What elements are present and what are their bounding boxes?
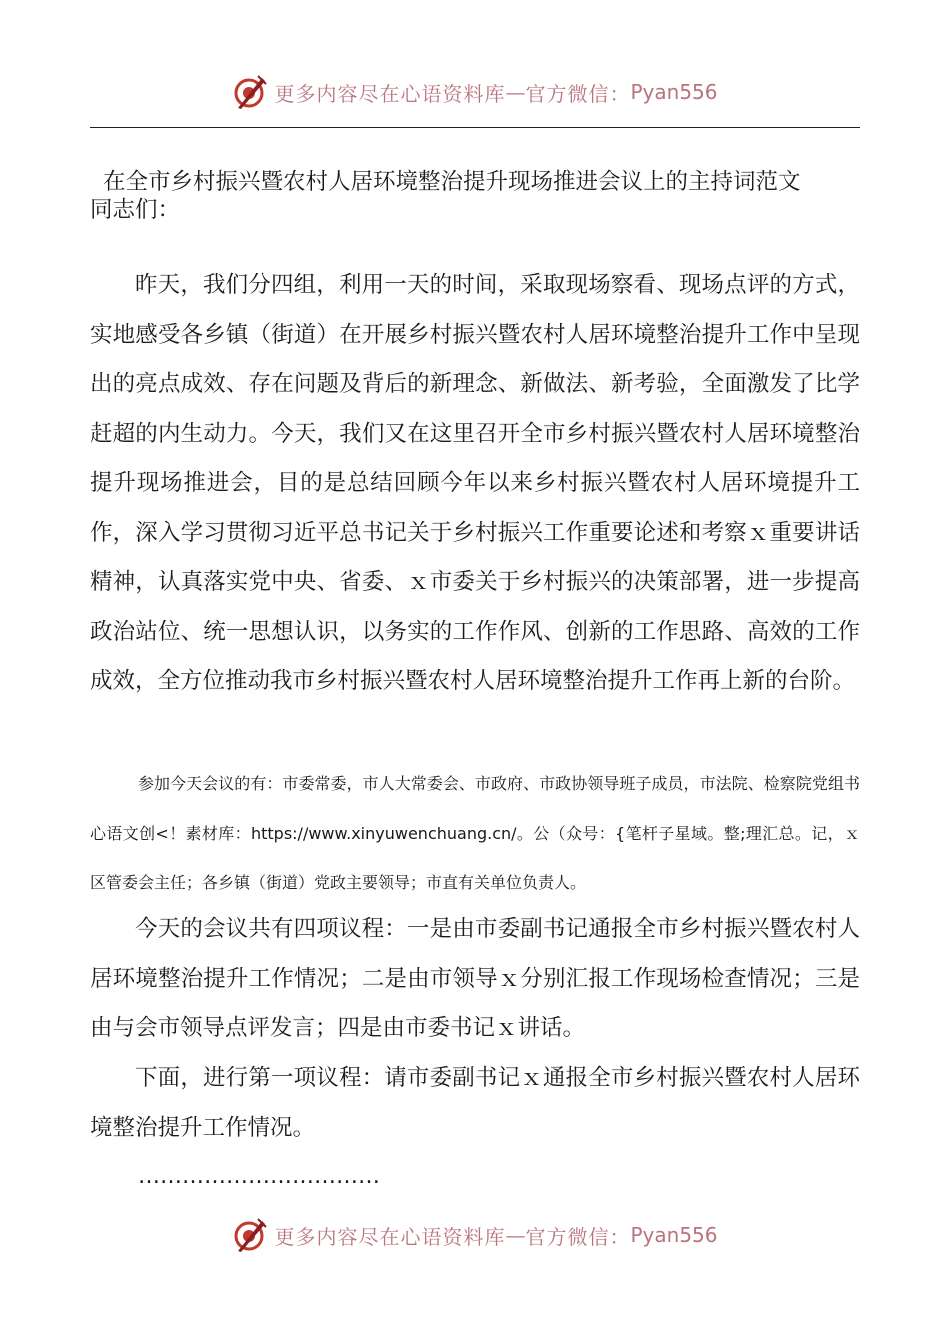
banner-wechat-label: 官方微信： xyxy=(525,81,631,106)
banner-separator: — xyxy=(505,1223,526,1247)
document-title: 在全市乡村振兴暨农村人居环境整治提升现场推进会议上的主持词范文 xyxy=(103,169,801,195)
banner-wechat-id: Pyan556 xyxy=(630,80,718,104)
paragraph-attendees: 参加今天会议的有：市委常委，市人大常委会、市政府、市政协领导班子成员，市法院、检察院党组书心语文创<！素材库：https://www.xinyuwenchuang.cn/。公（众号：{笔杆子星域。整;理汇总。记，ｘ区管委会主任；各乡镇（街道）党政主要领导；市直有关单位负责人。 xyxy=(90,774,860,892)
banner-wechat-label: 官方微信： xyxy=(525,1224,631,1249)
quill-logo-icon xyxy=(232,74,268,110)
banner-text: 更多内容尽在心语资料库 xyxy=(274,81,506,106)
footer-watermark-banner xyxy=(0,1215,950,1255)
header-watermark-banner xyxy=(0,72,950,112)
ellipsis-line: …………………………… xyxy=(138,1164,380,1189)
banner-text: 更多内容尽在心语资料库 xyxy=(274,1224,506,1249)
paragraph-first-item: 下面，进行第一项议程：请市委副书记ｘ通报全市乡村振兴暨农村人居环境整治提升工作情况。 xyxy=(90,1065,860,1141)
banner-wechat-id: Pyan556 xyxy=(630,1223,718,1247)
paragraph-agenda: 今天的会议共有四项议程：一是由市委副书记通报全市乡村振兴暨农村人居环境整治提升工作情况；二是由市领导ｘ分别汇报工作现场检查情况；三是由与会市领导点评发言；四是由市委书记ｘ讲话。 xyxy=(90,916,860,1041)
header-divider xyxy=(90,127,860,128)
greeting: 同志们： xyxy=(90,197,181,223)
paragraph-intro: 昨天，我们分四组，利用一天的时间，采取现场察看、现场点评的方式，实地感受各乡镇（街道）在开展乡村振兴暨农村人居环境整治提升工作中呈现出的亮点成效、存在问题及背后的新理念、新做法、新考验，全面激发了比学赶超的内生动力。今天，我们又在这里召开全市乡村振兴暨农村人居环境整治提升现场推进会，目的是总结回顾今年以来乡村振兴暨农村人居环境提升工作，深入学习贯彻习近平总书记关于乡村振兴工作重要论述和考察ｘ重要讲话精神，认真落实党中央、省委、ｘ市委关于乡村振兴的决策部署，进一步提高政治站位、统一思想认识，以务实的工作作风、创新的工作思路、高效的工作成效，全方位推动我市乡村振兴暨农村人居环境整治提升工作再上新的台阶。 xyxy=(90,272,860,694)
quill-logo-icon xyxy=(232,1217,268,1253)
banner-separator: — xyxy=(505,80,526,104)
